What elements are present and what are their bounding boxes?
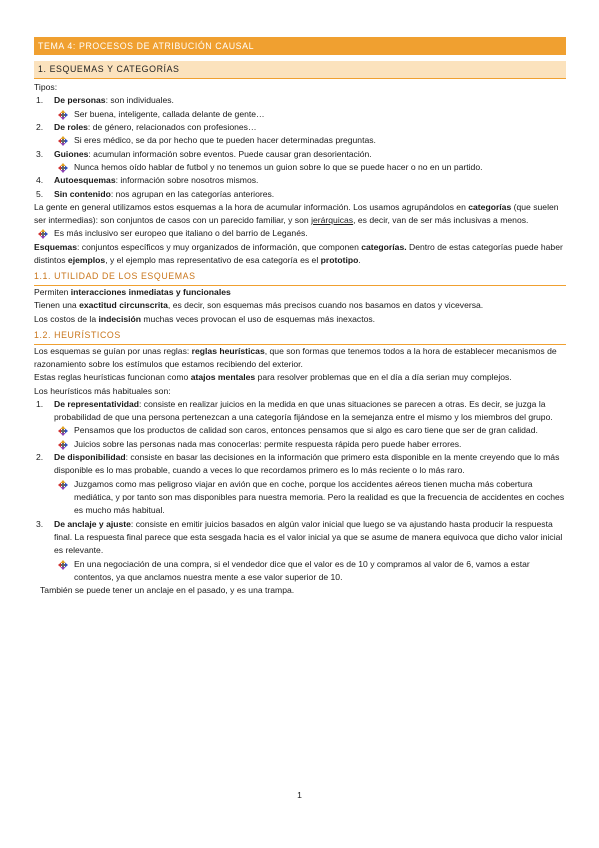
page-number: 1 <box>297 790 302 800</box>
subheading-1-1: 1.1. UTILIDAD DE LOS ESQUEMAS <box>34 269 566 286</box>
example-bullet: Si eres médico, se da por hecho que te pueden hacer determinadas preguntas. <box>54 134 566 147</box>
paragraph-esquemas: Esquemas: conjuntos específicos y muy organizados de información, que componen categorías. Dentro de estas categorías puede haber distintos ejemplos, y el ejemplo mas representativo de esa categoría es el prototipo. <box>34 241 563 266</box>
list-item: 1. De personas: son individuales. <box>36 95 174 106</box>
example-bullet: En una negociación de una compra, si el vendedor dice que el valor es de 10 y compramos al valor de 6, vamos a estar contentos, ya que anclamos nuestra mente a ese valor superior de 10. <box>54 558 566 585</box>
document-title: TEMA 4: PROCESOS DE ATRIBUCIÓN CAUSAL <box>34 37 566 55</box>
list-item: 2. De roles: de género, relacionados con profesiones… <box>36 121 257 132</box>
document-page <box>34 37 566 598</box>
list-item: 4. Autoesquemas: información sobre nosotros mismos. <box>36 175 259 186</box>
example-bullet: Juicios sobre las personas nada mas conocerlas: permite respuesta rápida pero puede haber errores. <box>54 438 566 451</box>
arrow-bullet-icon <box>58 480 68 490</box>
paragraph-utilidad-1: Permiten interacciones inmediatas y funcionales <box>34 287 231 297</box>
example-bullet: Es más inclusivo ser europeo que italiano o del barrio de Leganés. <box>34 227 566 240</box>
arrow-bullet-icon <box>58 560 68 570</box>
list-item: 3. De anclaje y ajuste: consiste en emitir juicios basados en algún valor inicial que luego se va ajustando hasta producir la respuesta final. La respuesta final parece que esta sesgada hacia es el valor inicial ya que se asume de manera equivoca que dicho valor inicial es relevante. <box>36 518 563 556</box>
paragraph-heuristicos-2: Estas reglas heurísticas funcionan como atajos mentales para resolver problemas que en el día a día serian muy complejos. <box>34 372 512 383</box>
example-bullet: Ser buena, inteligente, callada delante de gente… <box>54 108 566 121</box>
example-bullet: Juzgamos como mas peligroso viajar en avión que en coche, porque los accidentes aéreos tienen mucha más cobertura mediática, y por tanto son mas disponibles para nuestra memoria. Pero la realidad es que la frecuencia de accidentes en coches es mucho más habitual. <box>54 478 566 518</box>
tipos-label: Tipos: <box>34 82 58 92</box>
paragraph-categorias: La gente en general utilizamos estos esquemas a la hora de acumular información. Los usamos agrupándolos en categorías (que suelen ser intermedias): son conjuntos de casos con un parecido familiar, y son jerárquicas, es decir, van de ser más inclusivas a menos. <box>34 201 559 226</box>
subheading-1-2: 1.2. HEURÍSTICOS <box>34 328 566 345</box>
arrow-bullet-icon <box>58 136 68 146</box>
paragraph-utilidad-3: Los costos de la indecisión muchas veces provocan el uso de esquemas más inexactos. <box>34 313 376 324</box>
list-item: 2. De disponibilidad: consiste en basar las decisiones en la información que primero esta disponible en la mente creyendo que lo más disponible es lo mas probable, cuando a veces lo que recordamos primero es lo más reciente o lo más raro. <box>36 452 560 476</box>
closing-line: También se puede tener un anclaje en el pasado, y es una trampa. <box>40 585 295 596</box>
section-heading-1: 1. ESQUEMAS Y CATEGORÍAS <box>34 61 566 79</box>
list-item: 1. De representatividad: consiste en realizar juicios en la medida en que unas situaciones se parecen a otras. Es decir, se juzga la probabilidad de que una persona pertenezcan a una categoría fijándose en la semejanza entre el mismo y los miembros del grupo. <box>36 398 553 423</box>
paragraph-heuristicos-3: Los heurísticos más habituales son: <box>34 385 171 396</box>
example-bullet: Pensamos que los productos de calidad son caros, entonces pensamos que si algo es caro tiene que ser de gran calidad. <box>54 424 566 437</box>
arrow-bullet-icon <box>38 229 48 239</box>
paragraph-utilidad-2: Tienen una exactitud circunscrita, es decir, son esquemas más precisos cuando nos basamos en datos y viceversa. <box>34 300 484 311</box>
arrow-bullet-icon <box>58 440 68 450</box>
paragraph-heuristicos-1: Los esquemas se guían por unas reglas: reglas heurísticas, que son formas que tenemos todos a la hora de establecer mecanismos de razonamiento sobre los estímulos que estamos recibiendo del exterior. <box>34 345 557 369</box>
arrow-bullet-icon <box>58 110 68 120</box>
list-item: 3. Guiones: acumulan información sobre eventos. Puede causar gran desorientación. <box>36 148 372 159</box>
arrow-bullet-icon <box>58 163 68 173</box>
list-item: 5. Sin contenido: nos agrupan en las categorías anteriores. <box>36 188 275 199</box>
arrow-bullet-icon <box>58 426 68 436</box>
example-bullet: Nunca hemos oído hablar de futbol y no tenemos un guion sobre lo que se puede hacer o no en un partido. <box>54 161 566 174</box>
